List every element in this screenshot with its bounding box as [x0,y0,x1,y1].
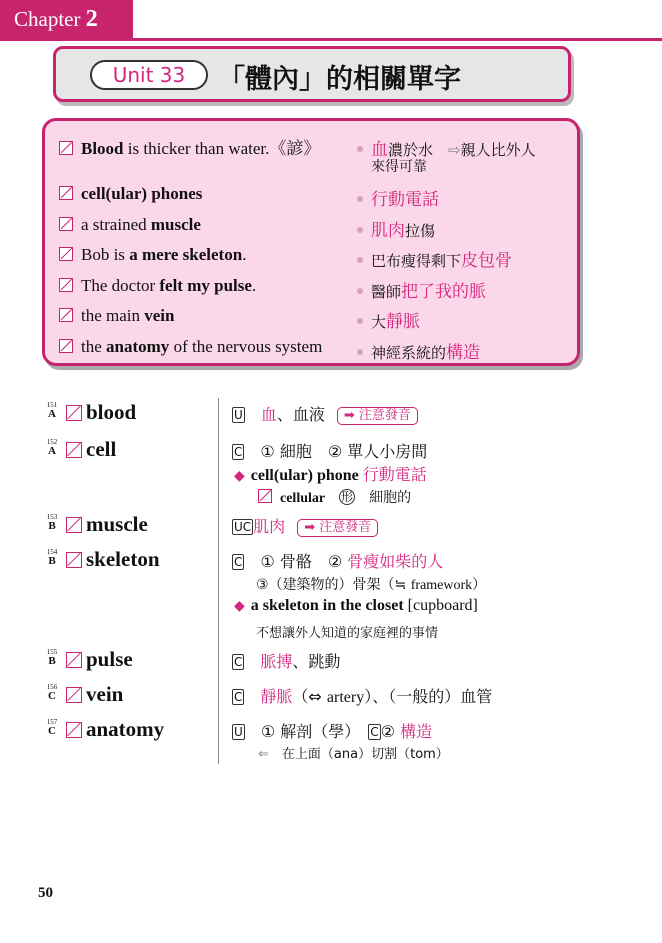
diamond-icon: ◆ [234,469,245,484]
vocab-word: cell [86,437,117,461]
chapter-tab [0,0,133,38]
chapter-number: 2 [85,6,98,32]
pos-tag: C [234,445,243,459]
bullet-icon [357,288,363,294]
column-divider [218,398,219,764]
pos-tag: C [370,725,379,739]
checkbox-icon[interactable] [66,687,82,703]
checkbox-icon[interactable] [59,278,73,292]
pronunciation-note: ➡ 注意發音 [337,407,418,425]
phrase-bold: felt my pulse [159,276,252,295]
pos-tag: U [234,408,243,422]
unit-title: 「體內」的相關單字 [218,64,461,95]
vocab-word: vein [86,682,124,706]
vocab-word: skeleton [86,547,160,571]
pos-tag: C [234,555,243,569]
diamond-icon: ◆ [234,599,245,614]
entry-number: 152 A [46,438,58,457]
etymology: 在上面（ana）切割（tom） [281,747,449,762]
checkbox-icon[interactable] [59,339,73,353]
entry-number: 155 B [46,648,58,667]
unit-label: Unit 33 [90,60,208,90]
phrase-bold: anatomy [106,337,170,356]
phrase-bold: cell(ular) phones [81,184,203,203]
arrow-icon: ⇨ [448,141,461,159]
checkbox-icon[interactable] [66,405,82,421]
entry-number: 154 B [46,548,58,567]
phrase-bold: Blood [81,139,124,158]
arrow-left-icon: ⇐ [258,747,269,762]
checkbox-icon[interactable] [258,489,272,503]
checkbox-icon[interactable] [59,247,73,261]
phrase-translation-cont: 來得可靠 [371,159,427,175]
checkbox-icon[interactable] [66,652,82,668]
entry-number: 151 A [46,401,58,420]
vocab-word: pulse [86,647,133,671]
checkbox-icon[interactable] [66,552,82,568]
phrase-bold: muscle [150,215,201,234]
vocab-word: muscle [86,512,148,536]
pos-tag: C [234,655,243,669]
checkbox-icon[interactable] [59,217,73,231]
phrase-bold: vein [144,306,175,325]
vocab-word: blood [86,400,137,424]
pronunciation-note: ➡ 注意發音 [297,519,378,537]
chapter-rule [0,38,662,41]
bullet-icon [357,146,363,152]
chapter-word: Chapter [14,7,81,31]
pos-tag: 形 [341,490,354,504]
entry-number: 157 C [46,718,58,737]
checkbox-icon[interactable] [59,141,73,155]
pos-tag: U [234,725,243,739]
checkbox-icon[interactable] [66,442,82,458]
pos-tag: C [234,690,243,704]
bullet-icon [357,257,363,263]
bullet-icon [357,318,363,324]
checkbox-icon[interactable] [66,722,82,738]
checkbox-icon[interactable] [66,517,82,533]
bullet-icon [357,349,363,355]
phrase-bold: a mere skeleton [129,245,243,264]
idiom-meaning: 不想讓外人知道的家庭裡的事情 [256,626,439,641]
phrase-box: Blood is thicker than water.《諺》 血濃於水 ⇨親人比外人 來得可靠 cell(ular) phones 行動電話 a strained muscle 肌肉拉傷 Bob is a mere skeleton. 巴布瘦得剩下皮包骨 The doctor felt my pulse. 醫師把了我的脈 the main vein 大靜脈 the anatomy of the nervous system 神經系統的構造 [42,118,580,366]
entry-number: 153 B [46,513,58,532]
checkbox-icon[interactable] [59,186,73,200]
vocab-word: anatomy [86,717,165,741]
page-number: 50 [38,885,53,901]
pos-tag: UC [234,520,252,534]
entry-number: 156 C [46,683,58,702]
unit-header [53,46,571,102]
bullet-icon [357,196,363,202]
checkbox-icon[interactable] [59,308,73,322]
bullet-icon [357,227,363,233]
